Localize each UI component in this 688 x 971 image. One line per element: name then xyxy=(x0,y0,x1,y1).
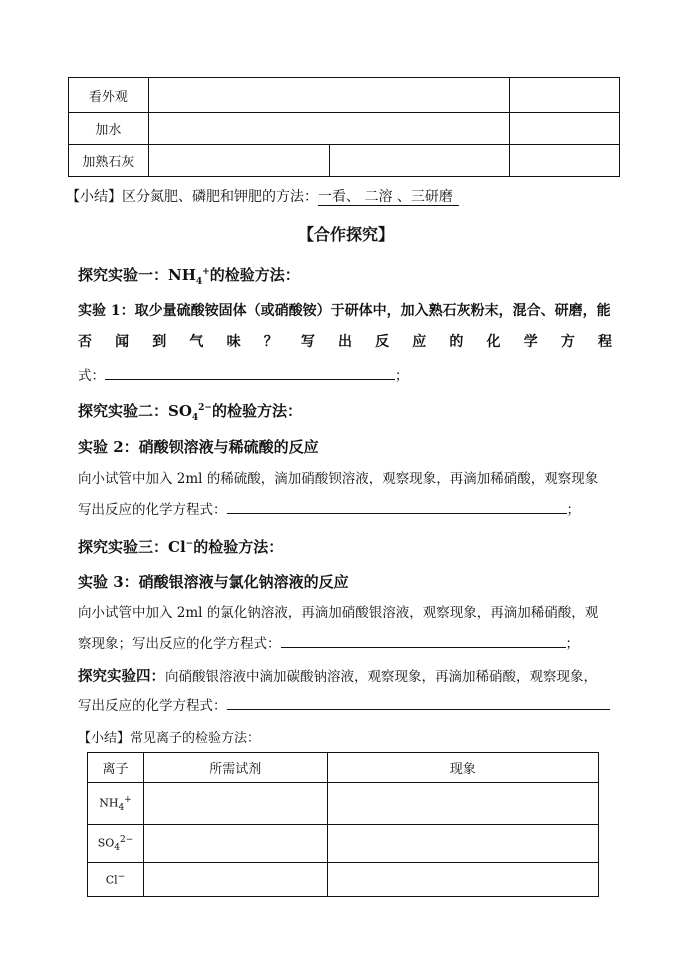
answer-blank[interactable] xyxy=(227,695,610,710)
table-row xyxy=(88,863,599,897)
exp1-heading xyxy=(78,264,300,287)
answer-cell[interactable] xyxy=(510,78,620,113)
exp3-line1: 向小试管中加入 2ml 的氯化钠溶液，再滴加硝酸银溶液，观察现象，再滴加稀硝酸，观 xyxy=(78,605,599,621)
exp1-line2 xyxy=(78,331,612,351)
answer-cell[interactable] xyxy=(510,145,620,177)
char: 闻 xyxy=(115,334,130,350)
table-row xyxy=(88,783,599,825)
exp2-title: 实验 2：硝酸钡溶液与稀硫酸的反应 xyxy=(78,438,319,456)
exp4-line2-prefix: 写出反应的化学方程式： xyxy=(78,698,227,714)
char: 学 xyxy=(523,334,538,350)
exp3-title: 实验 3：硝酸银溶液与氯化钠溶液的反应 xyxy=(78,573,349,591)
char: 到 xyxy=(152,334,167,350)
ion-table xyxy=(87,752,599,897)
answer-cell[interactable] xyxy=(327,825,598,863)
subscript: 4 xyxy=(191,413,199,423)
char: 应 xyxy=(412,334,427,350)
exp2-heading-text: 探究实验二：SO xyxy=(78,402,192,420)
exp2-heading xyxy=(78,400,302,423)
exp1-line3 xyxy=(78,364,409,384)
ion-cell xyxy=(88,783,144,825)
exp4-text: 向硝酸银溶液中滴加碳酸钠溶液，观察现象，再滴加稀硝酸，观察现象， xyxy=(165,669,597,685)
ion-base: NH xyxy=(99,796,119,810)
answer-cell[interactable] xyxy=(327,863,598,897)
exp1-heading-suffix: 的检验方法： xyxy=(209,266,300,284)
answer-cell[interactable] xyxy=(143,825,327,863)
semicolon: ； xyxy=(566,502,580,518)
header-reagent: 所需试剂 xyxy=(143,753,327,783)
summary-answer: 一看、 二溶 、三研磨 xyxy=(318,189,459,206)
semicolon: ； xyxy=(565,636,579,652)
ion-cell xyxy=(88,863,144,897)
summary-prefix: 【小结】区分氮肥、磷肥和钾肥的方法： xyxy=(66,189,318,205)
char: 味 xyxy=(226,334,241,350)
superscript: 2− xyxy=(119,834,134,845)
answer-blank[interactable] xyxy=(281,633,566,648)
exp1-line1: 实验 1：取少量硫酸铵固体（或硝酸铵）于研体中，加入熟石灰粉末，混合、研磨，能 xyxy=(78,303,611,319)
table-row xyxy=(88,825,599,863)
superscript: + xyxy=(124,794,132,805)
exp3-heading-text: 探究实验三：Cl xyxy=(78,538,186,556)
table-row xyxy=(69,145,620,177)
exp1-heading-text: 探究实验一：NH xyxy=(78,266,196,284)
answer-cell[interactable] xyxy=(148,78,509,113)
char: ？ xyxy=(263,334,278,350)
header-ion: 离子 xyxy=(88,753,144,783)
char: 化 xyxy=(486,334,501,350)
semicolon: ； xyxy=(395,368,409,384)
row-label: 加熟石灰 xyxy=(69,145,149,177)
ion-cell xyxy=(88,825,144,863)
exp3-line2 xyxy=(78,632,579,652)
char: 的 xyxy=(449,334,464,350)
header-phenomenon: 现象 xyxy=(327,753,598,783)
table-header-row xyxy=(88,753,599,783)
summary-ions: 【小结】常见离子的检验方法： xyxy=(78,731,261,746)
exp3-heading-suffix: 的检验方法： xyxy=(193,538,284,556)
superscript: 2− xyxy=(198,403,212,413)
exp2-line2 xyxy=(78,498,580,518)
row-label: 看外观 xyxy=(69,78,149,113)
answer-blank[interactable] xyxy=(105,365,395,380)
exp4-heading: 探究实验四： xyxy=(78,668,165,685)
char: 反 xyxy=(375,334,390,350)
superscript: − xyxy=(117,872,126,883)
answer-blank[interactable] xyxy=(227,499,567,514)
subscript: 4 xyxy=(114,842,120,853)
char: 方 xyxy=(560,334,575,350)
answer-cell[interactable] xyxy=(143,783,327,825)
table-row xyxy=(69,113,620,145)
char: 否 xyxy=(78,334,92,350)
exp4-line2 xyxy=(78,694,610,714)
exp1-line3-prefix: 式： xyxy=(78,368,105,384)
superscript: + xyxy=(202,267,210,277)
exp2-heading-suffix: 的检验方法： xyxy=(211,402,302,420)
subscript: 4 xyxy=(195,277,203,287)
row-label: 加水 xyxy=(69,113,149,145)
exp3-heading xyxy=(78,536,283,557)
answer-cell[interactable] xyxy=(148,145,329,177)
char: 程 xyxy=(597,334,612,350)
section-title: 【合作探究】 xyxy=(298,225,395,244)
table-row xyxy=(69,78,620,113)
exp2-line2-prefix: 写出反应的化学方程式： xyxy=(78,502,227,518)
subscript: 4 xyxy=(118,802,125,813)
answer-cell[interactable] xyxy=(148,113,509,145)
exp3-line2-prefix: 察现象；写出反应的化学方程式： xyxy=(78,636,281,652)
answer-cell[interactable] xyxy=(329,145,510,177)
top-table xyxy=(68,77,620,177)
answer-cell[interactable] xyxy=(510,113,620,145)
superscript: − xyxy=(185,539,194,549)
answer-cell[interactable] xyxy=(327,783,598,825)
char: 写 xyxy=(300,334,315,350)
answer-cell[interactable] xyxy=(143,863,327,897)
char: 气 xyxy=(189,334,204,350)
summary-fertilizer xyxy=(66,186,459,206)
ion-base: Cl xyxy=(105,873,118,887)
exp2-line1: 向小试管中加入 2ml 的稀硫酸，滴加硝酸钡溶液，观察现象，再滴加稀硝酸，观察现象 xyxy=(78,471,599,487)
char: 出 xyxy=(337,334,352,350)
ion-base: SO xyxy=(97,836,115,850)
exp4-line1 xyxy=(78,665,597,686)
